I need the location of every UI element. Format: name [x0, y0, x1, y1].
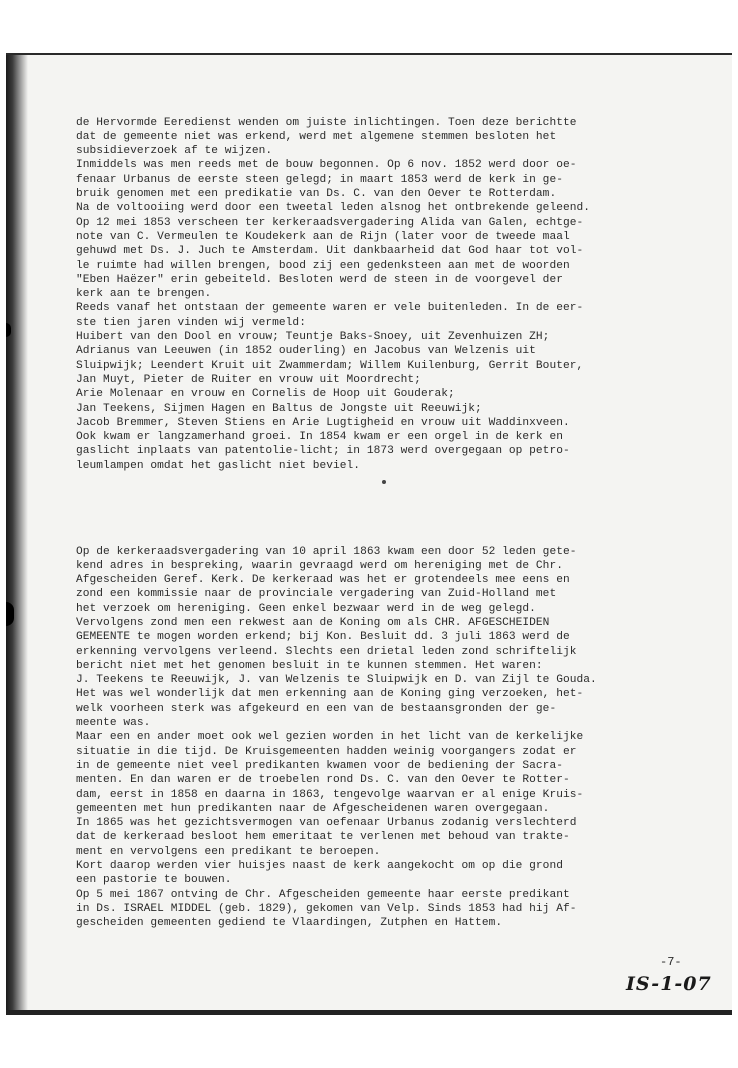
- scan-left-edge-shadow: [6, 55, 28, 1010]
- text-line: Maar een en ander moet ook wel gezien worden in het licht van de kerkelijke: [76, 731, 584, 744]
- text-line: het verzoek om hereniging. Geen enkel bezwaar werd in de weg gelegd.: [76, 602, 536, 615]
- text-line: in de gemeente niet veel predikanten kwamen voor de bediening der Sacra-: [76, 759, 563, 772]
- text-line: le ruimte had willen brengen, bood zij een gedenksteen aan met de woorden: [76, 259, 570, 272]
- text-line: Het was wel wonderlijk dat men erkenning aan de Koning ging verzoeken, het-: [76, 688, 584, 701]
- section-gap: [76, 502, 726, 516]
- text-line: GEMEENTE te mogen worden erkend; bij Kon. Besluit dd. 3 juli 1863 werd de: [76, 631, 570, 644]
- text-line: bericht niet met het genomen besluit in te kunnen stemmen. Het waren:: [76, 659, 543, 672]
- text-line: "Eben Haëzer" erin gebeiteld. Besloten werd de steen in de voorgevel der: [76, 273, 563, 286]
- text-line: welk voorheen sterk was afgekeurd en een van de bestaansgronden der ge-: [76, 702, 557, 715]
- paragraph-block-top: [76, 116, 726, 473]
- text-line: dat de gemeente niet was erkend, werd met algemene stemmen besloten het: [76, 130, 557, 143]
- text-line: Adrianus van Leeuwen (in 1852 ouderling) en Jacobus van Welzenis uit: [76, 345, 536, 358]
- text-line: Ook kwam er langzamerhand groei. In 1854 kwam er een orgel in de kerk en: [76, 431, 563, 444]
- text-line: Inmiddels was men reeds met de bouw begonnen. Op 6 nov. 1852 werd door oe-: [76, 159, 577, 172]
- text-line: Vervolgens zond men een rekwest aan de Koning om als CHR. AFGESCHEIDEN: [76, 616, 550, 629]
- text-line: subsidieverzoek af te wijzen.: [76, 145, 273, 158]
- text-line: gescheiden gemeenten gediend te Vlaardingen, Zutphen en Hattem.: [76, 917, 503, 930]
- text-line: de Hervormde Eeredienst wenden om juiste inlichtingen. Toen deze berichtte: [76, 116, 577, 129]
- text-line: Arie Molenaar en vrouw en Cornelis de Hoop uit Gouderak;: [76, 388, 455, 401]
- text-line: Jan Teekens, Sijmen Hagen en Baltus de Jongste uit Reeuwijk;: [76, 402, 482, 415]
- text-line: Op de kerkeraadsvergadering van 10 april 1863 kwam een door 52 leden gete-: [76, 545, 577, 558]
- text-line: gemeenten met hun predikanten naar de Afgescheidenen waren overgegaan.: [76, 802, 550, 815]
- paragraph-block-bottom: [76, 545, 726, 931]
- text-line: Kort daarop werden vier huisjes naast de kerk aangekocht om op die grond: [76, 860, 563, 873]
- text-line: menten. En dan waren er de troebelen rond Ds. C. van den Oever te Rotter-: [76, 774, 570, 787]
- text-line: Huibert van den Dool en vrouw; Teuntje Baks-Snoey, uit Zevenhuizen ZH;: [76, 331, 550, 344]
- text-line: leumlampen omdat het gaslicht niet beviel.: [76, 459, 361, 472]
- text-line: ste tien jaren vinden wij vermeld:: [76, 316, 306, 329]
- text-line: Op 5 mei 1867 ontving de Chr. Afgescheiden gemeente haar eerste predikant: [76, 888, 570, 901]
- section-separator-dot: [382, 480, 386, 484]
- text-line: Na de voltooiing werd door een tweetal leden alsnog het ontbrekende geleend.: [76, 202, 591, 215]
- text-line: Reeds vanaf het ontstaan der gemeente waren er vele buitenleden. In de eer-: [76, 302, 584, 315]
- text-line: meente was.: [76, 717, 151, 730]
- text-line: Jacob Bremmer, Steven Stiens en Arie Lugtigheid en vrouw uit Waddinxveen.: [76, 416, 570, 429]
- text-line: Jan Muyt, Pieter de Ruiter en vrouw uit Moordrecht;: [76, 373, 421, 386]
- text-line: In 1865 was het gezichtsvermogen van oefenaar Urbanus zodanig verslechterd: [76, 817, 577, 830]
- body-text: [76, 87, 726, 959]
- text-line: een pastorie te bouwen.: [76, 874, 232, 887]
- text-line: dat de kerkeraad besloot hem emeritaat te verlenen met behoud van trakte-: [76, 831, 570, 844]
- text-line: gaslicht inplaats van patentolie-licht; in 1873 werd overgegaan op petro-: [76, 445, 570, 458]
- text-line: Op 12 mei 1853 verscheen ter kerkeraadsvergadering Alida van Galen, echtge-: [76, 216, 584, 229]
- text-line: Afgescheiden Geref. Kerk. De kerkeraad was het er grotendeels mee eens en: [76, 574, 570, 587]
- handwritten-archive-mark: IS-1-07: [626, 973, 712, 995]
- text-line: gehuwd met Ds. J. Juch te Amsterdam. Uit dankbaarheid dat God haar tot vol-: [76, 245, 584, 258]
- text-line: kend adres in bespreking, waarin gevraagd werd om hereniging met de Chr.: [76, 559, 563, 572]
- text-line: J. Teekens te Reeuwijk, J. van Welzenis te Sluipwijk en D. van Zijl te Gouda.: [76, 674, 597, 687]
- text-line: kerk aan te brengen.: [76, 288, 212, 301]
- text-line: note van C. Vermeulen te Koudekerk aan de Rijn (later voor de tweede maal: [76, 230, 570, 243]
- text-line: erkenning vervolgens verleend. Slechts een drietal leden zond schriftelijk: [76, 645, 577, 658]
- document-page: [6, 53, 732, 1015]
- text-line: dam, eerst in 1858 en daarna in 1863, tengevolge waarvan er al enige Kruis-: [76, 788, 584, 801]
- text-line: in Ds. ISRAEL MIDDEL (geb. 1829), gekomen van Velp. Sinds 1853 had hij Af-: [76, 902, 577, 915]
- text-line: ment en vervolgens een predikant te beroepen.: [76, 845, 381, 858]
- text-line: fenaar Urbanus de eerste steen gelegd; in maart 1853 werd de kerk in ge-: [76, 173, 563, 186]
- page-number: -7-: [660, 955, 682, 969]
- text-line: bruik genomen met een predikatie van Ds. C. van den Oever te Rotterdam.: [76, 188, 557, 201]
- text-line: situatie in die tijd. De Kruisgemeenten hadden weinig voorgangers zodat er: [76, 745, 577, 758]
- text-line: zond een kommissie naar de provinciale vergadering van Zuid-Holland met: [76, 588, 557, 601]
- text-line: Sluipwijk; Leendert Kruit uit Zwammerdam; Willem Kuilenburg, Gerrit Bouter,: [76, 359, 584, 372]
